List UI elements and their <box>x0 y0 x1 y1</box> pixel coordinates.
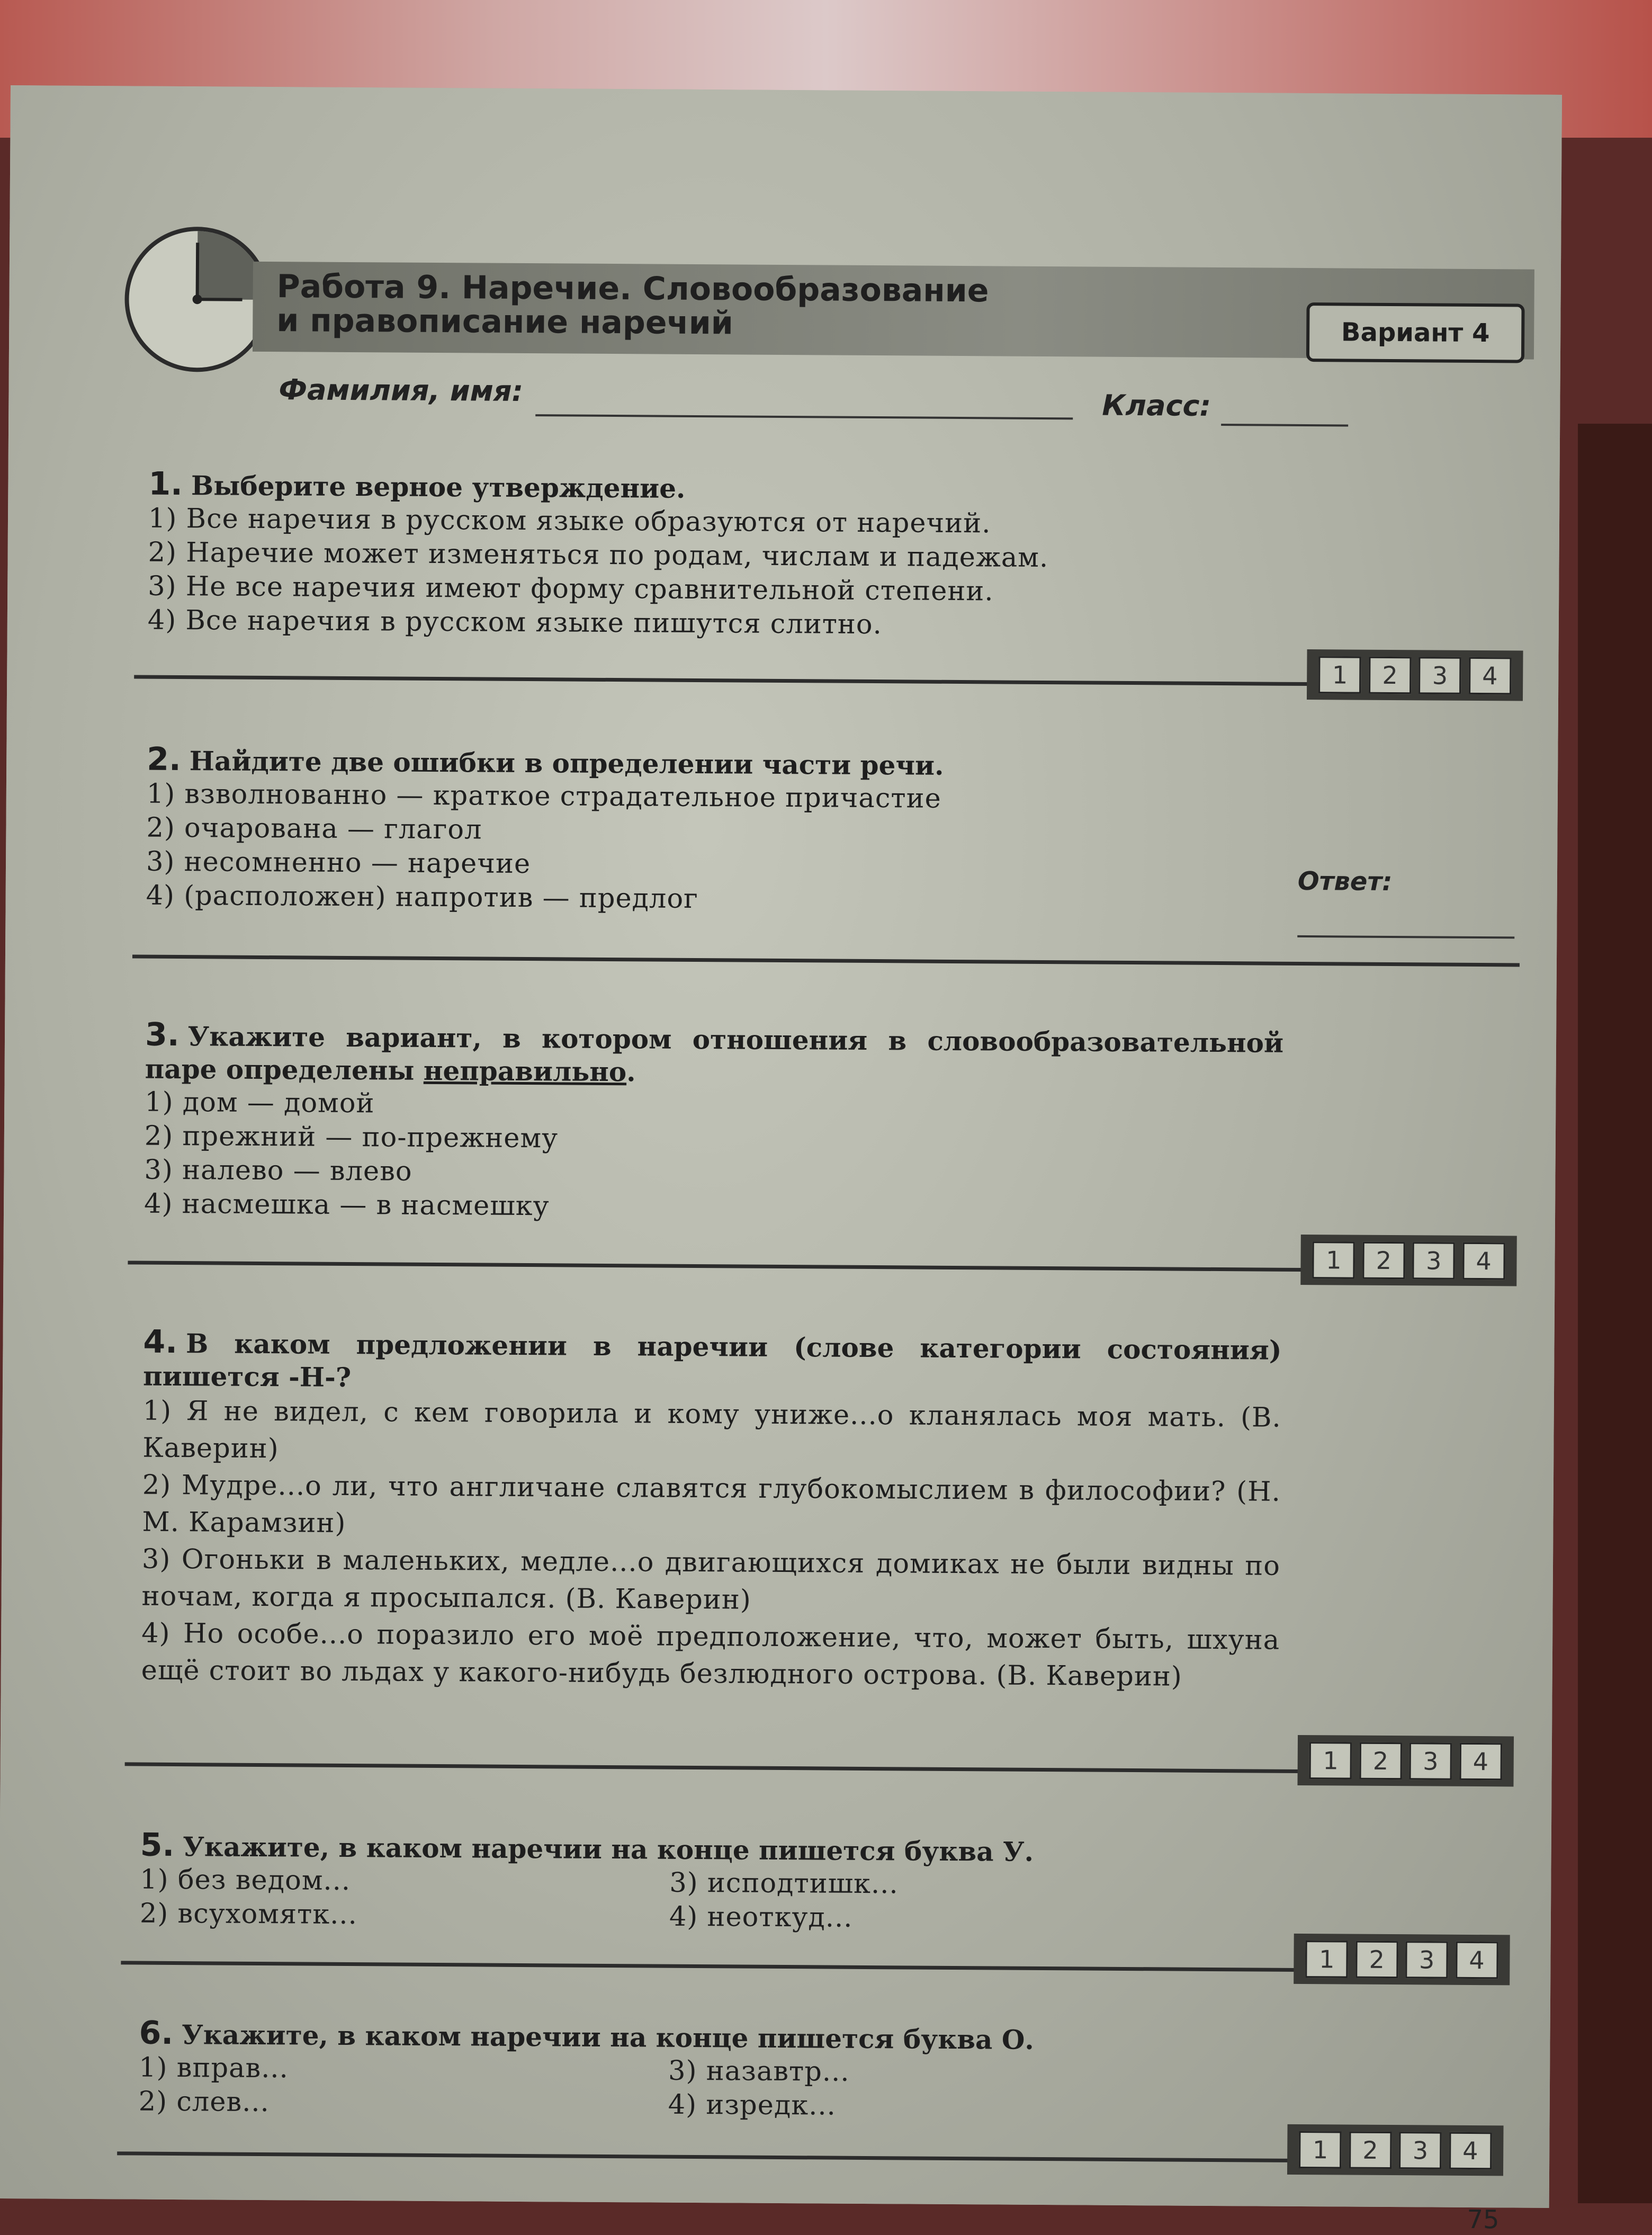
clock-icon <box>124 226 271 372</box>
divider-2 <box>132 954 1520 967</box>
divider-1 <box>134 675 1309 686</box>
answer-cell[interactable]: 3 <box>1418 657 1461 694</box>
answer-box-1[interactable] <box>1307 649 1523 701</box>
question-2-option-2: 2) очарована — глагол <box>146 812 482 846</box>
question-1-text: Выберите верное утверждение. <box>191 470 686 504</box>
answer-field[interactable] <box>1297 935 1514 939</box>
class-label: Класс: <box>1102 388 1211 423</box>
question-3-option-1: 1) дом — домой <box>145 1086 375 1120</box>
question-4-option-3: 3) Огоньки в маленьких, медле...о двигающихся домиках не были видны по ночам, когда я просыпался. (В. Каверин) <box>141 1543 1281 1616</box>
question-5-option-3: 3) исподтишк... <box>669 1867 899 1900</box>
name-label: Фамилия, имя: <box>279 373 524 408</box>
answer-cell[interactable]: 2 <box>1355 1941 1398 1978</box>
background-right <box>1578 424 1652 2203</box>
divider-6 <box>117 2151 1292 2162</box>
question-6-option-2: 2) слев... <box>138 2086 270 2118</box>
answer-box-4[interactable] <box>1297 1735 1514 1786</box>
answer-cell[interactable]: 2 <box>1359 1742 1402 1779</box>
question-3-keyword: неправильно <box>423 1054 627 1088</box>
question-4-option-4: 4) Но особе...о поразило его моё предположение, что, может быть, шхуна ещё стоит во льдах у какого-нибудь безлюдного острова. (В. Каверин) <box>141 1617 1280 1693</box>
page-title <box>276 270 1177 343</box>
question-3-title <box>145 1018 1283 1093</box>
question-6-number: 6. <box>139 2014 174 2052</box>
answer-label: Ответ: <box>1297 866 1393 897</box>
question-5-option-1: 1) без ведом... <box>140 1864 351 1897</box>
answer-cell[interactable]: 1 <box>1318 656 1361 693</box>
question-3-option-3: 3) налево — влево <box>144 1154 412 1187</box>
answer-cell[interactable]: 4 <box>1449 2132 1492 2169</box>
question-6-option-1: 1) вправ... <box>138 2052 289 2085</box>
question-2-number: 2. <box>147 740 182 779</box>
question-1-option-3: 3) Не все наречия имеют форму сравнительной степени. <box>148 570 994 607</box>
divider-5 <box>121 1961 1296 1972</box>
answer-box-5[interactable] <box>1294 1934 1510 1985</box>
answer-cell[interactable]: 3 <box>1409 1742 1452 1780</box>
answer-cell[interactable]: 1 <box>1306 1941 1348 1978</box>
question-2-text: Найдите две ошибки в определении части речи. <box>189 745 944 781</box>
question-4-text: В каком предложении в наречии (слове категории состояния) пишется -Н-? <box>142 1328 1282 1393</box>
name-field[interactable] <box>535 414 1073 419</box>
question-5-number: 5. <box>140 1826 175 1864</box>
question-5-option-4: 4) неоткуд... <box>669 1901 853 1934</box>
question-3 <box>144 1018 1283 1228</box>
question-6 <box>138 2014 1278 2126</box>
class-field[interactable] <box>1221 424 1348 426</box>
answer-cell[interactable]: 4 <box>1462 1242 1505 1279</box>
answer-cell[interactable]: 3 <box>1399 2132 1441 2169</box>
question-2-option-3: 3) несомненно — наречие <box>146 846 531 880</box>
answer-cell[interactable]: 2 <box>1362 1241 1405 1279</box>
question-4-option-1: 1) Я не видел, с кем говорила и кому униже...о кланялась моя мать. (В. Каверин) <box>142 1395 1281 1465</box>
answer-cell[interactable]: 4 <box>1456 1941 1498 1978</box>
title-line-2: и правописание наречий <box>276 302 734 342</box>
question-5-text: Укажите, в каком наречии на конце пишется буква У. <box>183 1831 1034 1867</box>
variant-badge: Вариант 4 <box>1306 302 1525 363</box>
question-4 <box>141 1323 1282 1696</box>
page-number: 75 <box>1467 2204 1500 2235</box>
question-3-text: Укажите вариант, в котором отношения в словообразовательной паре определены <box>145 1021 1284 1086</box>
question-4-option-2: 2) Мудре...о ли, что англичане славятся глубокомыслием в философии? (Н. М. Карамзин) <box>142 1469 1281 1539</box>
title-line-1: Работа 9. Наречие. Словообразование <box>276 268 989 310</box>
question-5-option-2: 2) всухомятк... <box>139 1898 357 1931</box>
question-6-option-4: 4) изредк... <box>668 2089 837 2122</box>
answer-cell[interactable]: 2 <box>1349 2131 1391 2168</box>
question-3-option-4: 4) насмешка — в насмешку <box>143 1188 550 1222</box>
answer-cell[interactable]: 3 <box>1412 1242 1455 1279</box>
question-1-option-4: 4) Все наречия в русском языке пишутся слитно. <box>147 604 882 641</box>
answer-cell[interactable]: 4 <box>1459 1742 1502 1780</box>
question-1-number: 1. <box>148 465 183 503</box>
divider-3 <box>128 1260 1303 1272</box>
question-6-text: Укажите, в каком наречии на конце пишется буква О. <box>181 2019 1034 2055</box>
question-4-title <box>142 1323 1282 1400</box>
answer-cell[interactable]: 4 <box>1469 657 1511 694</box>
divider-4 <box>125 1762 1300 1773</box>
answer-cell[interactable]: 1 <box>1313 1241 1355 1279</box>
question-5 <box>139 1826 1279 1938</box>
question-3-number: 3. <box>145 1016 179 1054</box>
question-2 <box>146 740 1285 920</box>
answer-cell[interactable]: 2 <box>1369 656 1411 693</box>
question-1 <box>147 465 1287 645</box>
answer-box-6[interactable] <box>1287 2124 1504 2176</box>
question-3-option-2: 2) прежний — по-прежнему <box>144 1120 559 1155</box>
answer-box-3[interactable] <box>1300 1235 1517 1286</box>
answer-cell[interactable]: 1 <box>1299 2131 1341 2168</box>
answer-cell[interactable]: 3 <box>1405 1941 1448 1978</box>
question-6-option-3: 3) назавтр... <box>668 2055 850 2088</box>
worksheet-page <box>0 85 1562 2235</box>
question-2-option-4: 4) (расположен) напротив — предлог <box>146 880 699 915</box>
question-3-text-end: . <box>626 1056 636 1088</box>
question-2-option-1: 1) взволнованно — краткое страдательное причастие <box>146 778 941 815</box>
question-1-option-1: 1) Все наречия в русском языке образуются от наречий. <box>148 503 991 540</box>
question-4-number: 4. <box>143 1323 178 1361</box>
question-1-option-2: 2) Наречие может изменяться по родам, числам и падежам. <box>148 537 1049 574</box>
answer-cell[interactable]: 1 <box>1309 1742 1352 1779</box>
